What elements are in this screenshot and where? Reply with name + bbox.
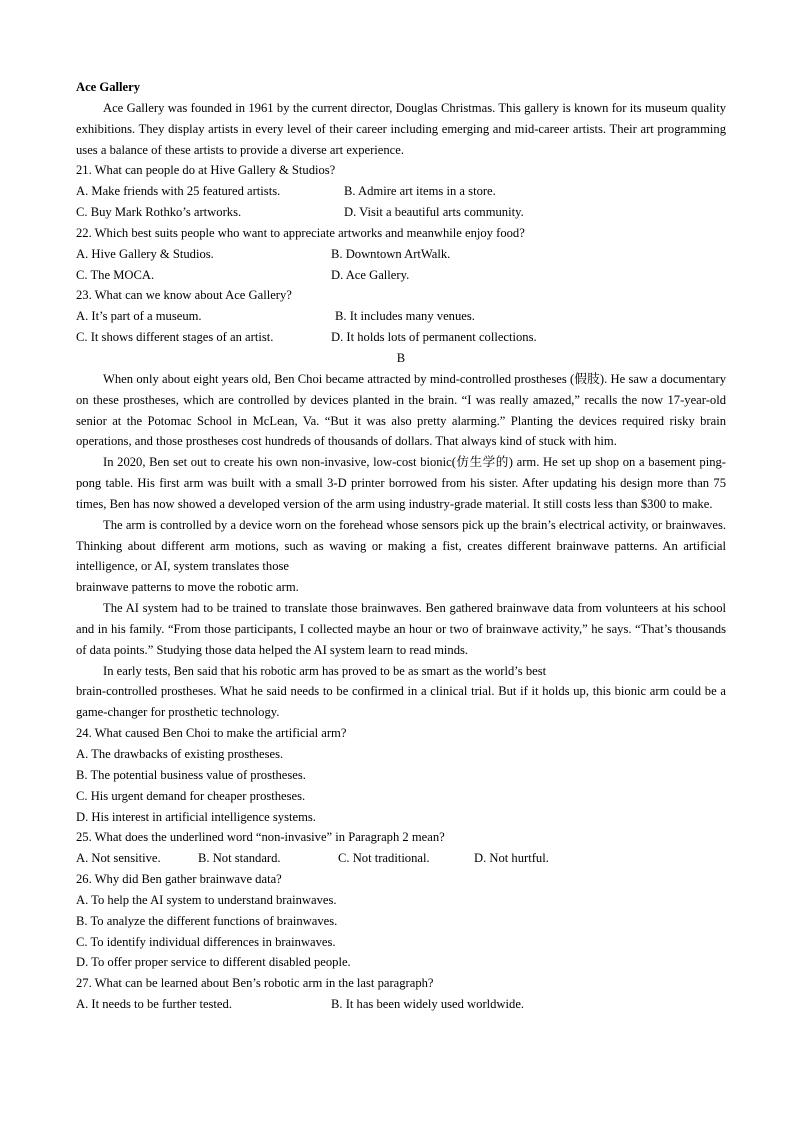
- section-b-label: B: [396, 350, 406, 365]
- passage-b-paragraph-5-continued: brain-controlled prostheses. What he said needs to be confirmed in a clinical trial. But if it holds up, this bionic arm could be a game-changer for prosthetic technology.: [76, 684, 726, 720]
- question-23-options-row-1: [76, 306, 726, 327]
- question-21-stem: 21. What can people do at Hive Gallery & Studios?: [76, 163, 336, 178]
- q21-option-c: C. Buy Mark Rothko’s artworks.: [76, 205, 242, 220]
- q23-option-c: C. It shows different stages of an artist.: [76, 330, 274, 345]
- passage-b-paragraph-4: The AI system had to be trained to translate those brainwaves. Ben gathered brainwave data from volunteers at his school and in his family. “From those participants, I collected maybe an hour or two of brainwave activity,” he says. “That’s thousands of data points.” Studying those data helped the AI system learn to read minds.: [76, 601, 726, 657]
- q24-option-d: D. His interest in artificial intelligence systems.: [76, 809, 316, 824]
- passage-b-paragraph-3: The arm is controlled by a device worn on the forehead whose sensors pick up the brain’s electrical activity, or brainwaves. Thinking about different arm motions, such as waving or making a fist, creates different brainwave patterns. An artificial intelligence, or AI, system translates those: [76, 517, 726, 574]
- q26-option-d: D. To offer proper service to different disabled people.: [76, 955, 351, 970]
- q27-option-b: B. It has been widely used worldwide.: [331, 997, 525, 1012]
- q22-option-d: D. Ace Gallery.: [331, 267, 410, 282]
- document-page: [76, 77, 726, 1015]
- question-21-options-row-2: [76, 202, 726, 223]
- q22-option-c: C. The MOCA.: [76, 267, 155, 282]
- passage-b-paragraph-3-continued: brainwave patterns to move the robotic arm.: [76, 580, 299, 595]
- question-25-stem: 25. What does the underlined word “non-invasive” in Paragraph 2 mean?: [76, 830, 445, 845]
- q22-option-b: B. Downtown ArtWalk.: [331, 246, 451, 261]
- q26-option-c: C. To identify individual differences in brainwaves.: [76, 934, 336, 949]
- q24-option-c: C. His urgent demand for cheaper prostheses.: [76, 788, 306, 803]
- passage-b-paragraph-1: When only about eight years old, Ben Choi became attracted by mind-controlled prostheses (假肢). He saw a documentary on these prostheses, which are controlled by devices planted in the brain. “I was really amazed,” recalls the now 17-year-old senior at the Potomac School in McLean, Va. “But it was also pretty alarming.” Planting the devices required risky brain operations, and those prostheses cost hundreds of thousands of dollars. That always kind of stuck with him.: [76, 371, 726, 449]
- q23-option-b: B. It includes many venues.: [335, 309, 475, 324]
- question-24-stem: 24. What caused Ben Choi to make the artificial arm?: [76, 726, 347, 741]
- question-25-options-row: [76, 848, 726, 869]
- passage-b-paragraph-2: In 2020, Ben set out to create his own non-invasive, low-cost bionic(仿生学的) arm. He set up shop on a basement ping-pong table. His first arm was built with a small 3-D printer borrowed from his sister. After updating his design more than 75 times, Ben has now showed a developed version of the arm using industry-grade material. It still costs less than $300 to make.: [76, 455, 726, 511]
- q26-option-b: B. To analyze the different functions of brainwaves.: [76, 913, 338, 928]
- section-title: Ace Gallery: [76, 80, 140, 94]
- q21-option-d: D. Visit a beautiful arts community.: [344, 205, 524, 220]
- question-22-options-row-1: [76, 244, 726, 265]
- q25-option-d: D. Not hurtful.: [474, 851, 549, 866]
- q23-option-a: A. It’s part of a museum.: [76, 309, 202, 324]
- question-22-options-row-2: [76, 265, 726, 286]
- ace-gallery-paragraph: Ace Gallery was founded in 1961 by the current director, Douglas Christmas. This gallery is known for its museum quality exhibitions. They display artists in every level of their career including emerging and mid-career artists. Their art programming uses a balance of these artists to provide a diverse art experience.: [76, 100, 726, 157]
- question-22-stem: 22. Which best suits people who want to appreciate artworks and meanwhile enjoy food?: [76, 225, 525, 240]
- q21-option-a: A. Make friends with 25 featured artists.: [76, 184, 281, 199]
- q25-option-c: C. Not traditional.: [338, 851, 430, 866]
- question-26-stem: 26. Why did Ben gather brainwave data?: [76, 872, 282, 887]
- q27-option-a: A. It needs to be further tested.: [76, 997, 232, 1012]
- question-27-options-row: [76, 994, 726, 1015]
- question-21-options-row-1: [76, 181, 726, 202]
- q23-option-d: D. It holds lots of permanent collections.: [331, 330, 537, 345]
- question-27-stem: 27. What can be learned about Ben’s robotic arm in the last paragraph?: [76, 976, 434, 991]
- q22-option-a: A. Hive Gallery & Studios.: [76, 246, 214, 261]
- q25-option-a: A. Not sensitive.: [76, 851, 161, 866]
- passage-b-paragraph-5: In early tests, Ben said that his robotic arm has proved to be as smart as the world’s best: [103, 663, 547, 678]
- q24-option-b: B. The potential business value of prostheses.: [76, 767, 306, 782]
- question-23-options-row-2: [76, 327, 726, 348]
- q25-option-b: B. Not standard.: [198, 851, 281, 866]
- question-23-stem: 23. What can we know about Ace Gallery?: [76, 288, 292, 303]
- q21-option-b: B. Admire art items in a store.: [344, 184, 496, 199]
- q26-option-a: A. To help the AI system to understand brainwaves.: [76, 892, 337, 907]
- q24-option-a: A. The drawbacks of existing prostheses.: [76, 747, 284, 761]
